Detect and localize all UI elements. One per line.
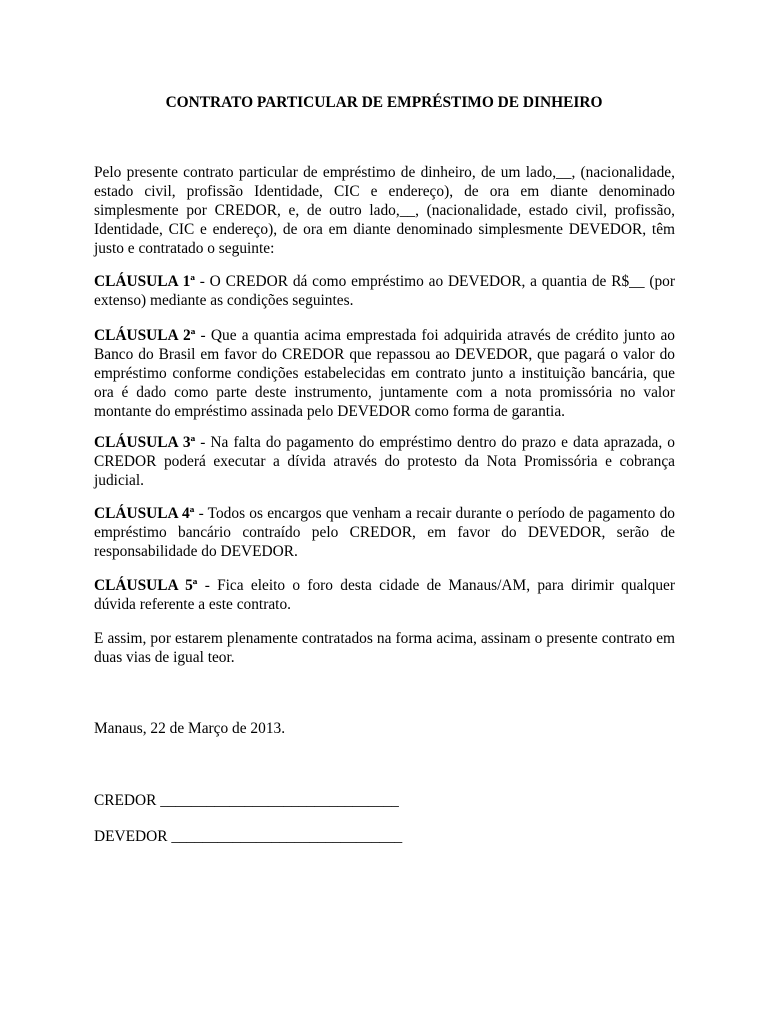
devedor-signature-line: DEVEDOR ______________________________ [94,828,403,845]
clause-2-label: CLÁUSULA 2ª [94,327,196,344]
clause-2 [94,326,675,421]
clause-2-text: - Que a quantia acima emprestada foi adquirida através de crédito junto ao Banco do Brasil em favor do CREDOR que repassou ao DEVEDOR, que pagará o valor do empréstimo conforme condições estabelecidas em contrato junto a instituição bancária, que ora é dado como parte deste instrumento, juntamente com a nota promissória no valor montante do empréstimo assinada pelo DEVEDOR como forma de garantia. [94,327,675,420]
credor-signature-line: CREDOR _______________________________ [94,792,399,809]
clause-4 [94,504,675,561]
clause-5 [94,576,675,614]
document-title: CONTRATO PARTICULAR DE EMPRÉSTIMO DE DINHEIRO [165,94,603,111]
clause-4-label: CLÁUSULA 4ª [94,505,195,522]
clause-3-text: - Na falta do pagamento do empréstimo dentro do prazo e data aprazada, o CREDOR poderá executar a dívida através do protesto da Nota Promissória e cobrança judicial. [94,434,675,489]
intro-paragraph: Pelo presente contrato particular de empréstimo de dinheiro, de um lado,__, (nacionalidade, estado civil, profissão Identidade, CIC e endereço), de ora em diante denominado simplesmente por CREDOR, e, de outro lado,__, (nacionalidade, estado civil, profissão, Identidade, CIC e endereço), de ora em diante denominado simplesmente DEVEDOR, têm justo e contratado o seguinte: [94,164,675,257]
clause-3 [94,433,675,490]
clause-4-text: - Todos os encargos que venham a recair durante o período de pagamento do empréstimo bancário contraído pelo CREDOR, em favor do DEVEDOR, serão de responsabilidade do DEVEDOR. [94,505,675,560]
clause-1-text: - O CREDOR dá como empréstimo ao DEVEDOR, a quantia de R$__ (por extenso) mediante as condições seguintes. [94,273,675,309]
clause-5-text: - Fica eleito o foro desta cidade de Manaus/AM, para dirimir qualquer dúvida referente a este contrato. [94,577,675,613]
clause-3-label: CLÁUSULA 3ª [94,434,196,451]
clause-1-label: CLÁUSULA 1ª [94,273,195,290]
clause-1 [94,272,675,310]
clause-5-label: CLÁUSULA 5ª [94,577,198,594]
closing-paragraph: E assim, por estarem plenamente contratados na forma acima, assinam o presente contrato em duas vias de igual teor. [94,630,675,666]
date-line: Manaus, 22 de Março de 2013. [94,720,286,737]
